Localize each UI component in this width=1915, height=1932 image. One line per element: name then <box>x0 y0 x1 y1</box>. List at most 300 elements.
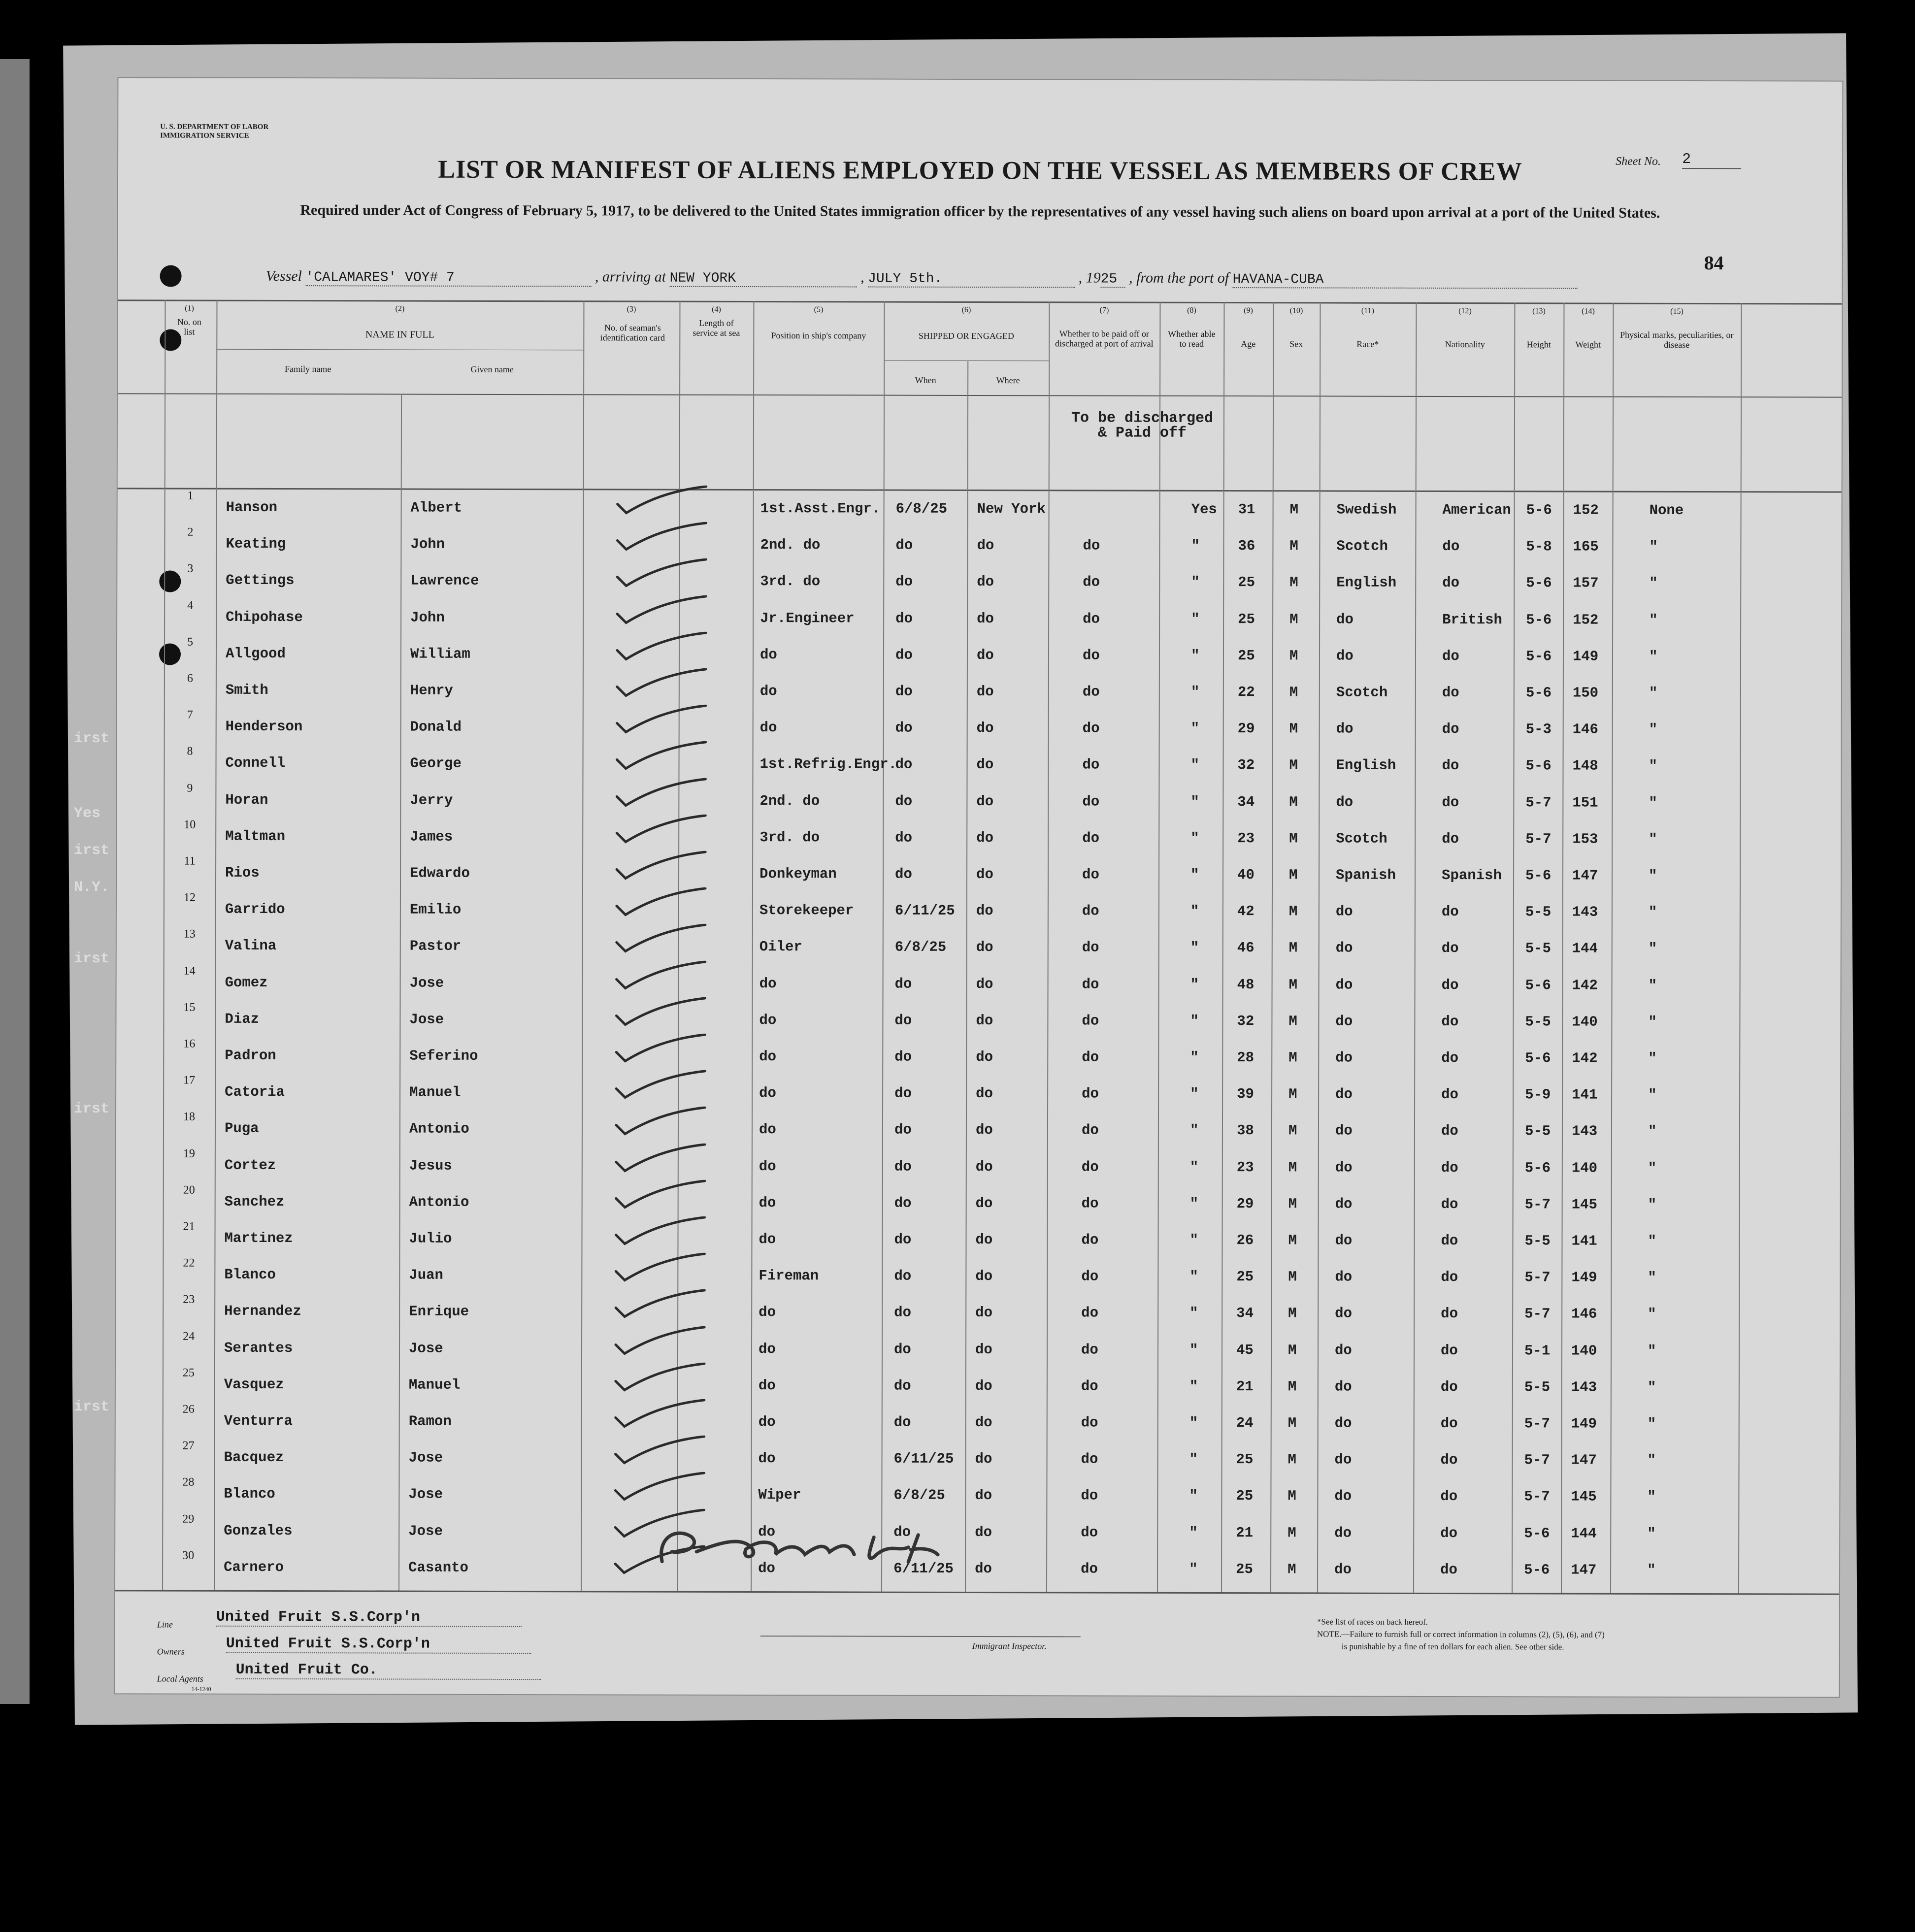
cell-age: 46 <box>1237 940 1255 956</box>
cell-when: do <box>894 1085 912 1102</box>
cell-given: Juan <box>409 1267 444 1283</box>
cell-height: 5-7 <box>1524 1196 1551 1213</box>
cell-read: " <box>1190 866 1199 883</box>
cell-given: Ramon <box>408 1413 452 1430</box>
cell-paid: do <box>1082 1085 1099 1102</box>
cell-position: Wiper <box>758 1487 801 1504</box>
check-mark-icon <box>611 1362 709 1392</box>
cell-family: Cortez <box>224 1157 276 1174</box>
cell-age: 40 <box>1237 867 1255 884</box>
penalty-note: NOTE.—Failure to furnish full or correct information in columns (2), (5), (6), and (7) <box>1317 1629 1605 1639</box>
margin-note: irst <box>74 950 110 967</box>
cell-marks: " <box>1649 721 1658 738</box>
col-sex: Sex <box>1289 339 1303 349</box>
cell-weight: 142 <box>1572 977 1598 994</box>
cell-when: do <box>895 537 913 554</box>
cell-race: do <box>1335 1049 1353 1066</box>
cell-sex: M <box>1288 1561 1296 1578</box>
col-shipped-or-engaged: SHIPPED OR ENGAGED <box>918 330 1014 341</box>
cell-read: " <box>1189 1159 1199 1176</box>
cell-given: Jose <box>408 1449 443 1466</box>
check-mark-icon <box>611 1289 709 1319</box>
cell-weight: 147 <box>1571 1562 1597 1578</box>
cell-where: do <box>977 610 994 627</box>
cell-paid: do <box>1082 720 1100 737</box>
arrival-year: 25 <box>1101 272 1125 288</box>
cell-position: Storekeeper <box>759 902 854 919</box>
cell-weight: 165 <box>1573 538 1599 555</box>
check-mark-icon <box>611 1033 710 1063</box>
cell-family: Henderson <box>225 718 303 735</box>
cell-when: do <box>894 1012 912 1029</box>
margin-note: N.Y. <box>74 879 110 896</box>
col12-number: (12) <box>1458 307 1472 316</box>
cell-where: do <box>976 1012 993 1029</box>
check-mark-icon <box>611 1253 709 1282</box>
col-physical-marks: Physical marks, peculiarities, or disease <box>1620 329 1734 350</box>
cell-marks: " <box>1649 539 1658 556</box>
row-number: 22 <box>183 1256 195 1270</box>
cell-position: 1st.Asst.Engr. <box>760 500 881 517</box>
cell-sex: M <box>1288 1196 1297 1212</box>
cell-family: Padron <box>225 1047 276 1064</box>
cell-nationality: do <box>1440 1561 1457 1578</box>
cell-race: do <box>1334 1525 1352 1541</box>
act-of-congress-note: Required under Act of Congress of February 5, 1917, to be delivered to the United States immigration officer by the representatives of any vessel having such aliens on board upon arrival at a port of the United States. <box>300 202 1660 221</box>
cell-age: 25 <box>1236 1451 1254 1468</box>
cell-height: 5-7 <box>1524 1452 1550 1469</box>
cell-height: 5-1 <box>1524 1342 1551 1359</box>
cell-family: Hernandez <box>224 1303 301 1320</box>
cell-nationality: do <box>1440 1525 1458 1541</box>
cell-nationality: do <box>1440 1452 1458 1469</box>
races-note: *See list of races on back hereof. <box>1317 1617 1428 1627</box>
footer-form-code: 14-1240 <box>191 1685 211 1693</box>
cell-age: 25 <box>1237 647 1255 664</box>
cell-sex: M <box>1288 1013 1297 1030</box>
page-number: 84 <box>1704 252 1724 274</box>
cell-weight: 150 <box>1572 685 1599 701</box>
cell-marks: None <box>1649 502 1684 519</box>
cell-height: 5-5 <box>1524 1233 1551 1249</box>
manifest-title: LIST OR MANIFEST OF ALIENS EMPLOYED ON THE VESSEL AS MEMBERS OF CREW <box>438 155 1522 186</box>
cell-height: 5-9 <box>1525 1086 1551 1103</box>
cell-weight: 152 <box>1573 502 1599 519</box>
col9-number: (9) <box>1244 306 1253 315</box>
cell-sex: M <box>1288 903 1298 920</box>
cell-paid: do <box>1083 537 1100 554</box>
vessel-line: Vessel 'CALAMARES' VOY# 7 , arriving at NEW YORK , JULY 5th. , 1925 , from the port of HAVANA-CUBA <box>266 268 1578 289</box>
cell-read: " <box>1189 1342 1198 1358</box>
cell-weight: 140 <box>1572 1014 1598 1030</box>
cell-where: do <box>975 1195 993 1212</box>
row-number: 21 <box>183 1220 195 1233</box>
cell-family: Gomez <box>225 974 268 991</box>
cell-where: do <box>975 1341 992 1358</box>
cell-given: Pastor <box>409 938 462 955</box>
cell-paid: do <box>1082 647 1100 664</box>
cell-given: Antonio <box>409 1194 469 1211</box>
cell-when: do <box>895 793 913 810</box>
cell-marks: " <box>1647 1343 1656 1359</box>
cell-read: " <box>1189 1195 1199 1212</box>
cell-given: Manuel <box>408 1376 461 1393</box>
cell-where: do <box>975 1414 992 1431</box>
cell-when: do <box>893 1524 911 1540</box>
cell-age: 25 <box>1236 1561 1253 1577</box>
cell-paid: do <box>1081 1378 1098 1395</box>
cell-age: 23 <box>1236 1159 1254 1176</box>
cell-given: Lawrence <box>410 572 479 589</box>
penalty-note-cont: is punishable by a fine of ten dollars for each alien. See other side. <box>1341 1641 1564 1652</box>
cell-marks: " <box>1648 941 1657 957</box>
cell-given: Casanto <box>408 1559 468 1576</box>
cell-family: Valina <box>225 938 277 954</box>
cell-sex: M <box>1289 867 1298 884</box>
cell-where: do <box>976 829 994 846</box>
cell-family: Allgood <box>225 645 286 662</box>
row-number: 24 <box>183 1330 195 1343</box>
col-family-name: Family name <box>284 364 331 374</box>
cell-read: " <box>1191 538 1200 555</box>
cell-paid: do <box>1081 1342 1098 1358</box>
cell-paid: do <box>1081 1414 1098 1431</box>
cell-marks: " <box>1649 831 1657 848</box>
cell-given: Julio <box>409 1230 452 1247</box>
cell-where: do <box>976 903 993 919</box>
cell-paid: do <box>1081 1305 1099 1321</box>
owners-value: United Fruit S.S.Corp'n <box>226 1636 531 1654</box>
cell-sex: M <box>1289 501 1299 518</box>
cell-nationality: do <box>1442 575 1460 591</box>
cell-height: 5-6 <box>1524 1562 1550 1578</box>
cell-where: do <box>976 866 993 883</box>
col8-number: (8) <box>1187 306 1196 315</box>
cell-given: Donald <box>410 719 462 735</box>
cell-paid: do <box>1082 830 1100 847</box>
row-number: 4 <box>187 599 194 612</box>
cell-family: Martinez <box>224 1230 293 1247</box>
cell-nationality: do <box>1441 1306 1458 1322</box>
cell-nationality: do <box>1442 794 1459 811</box>
cell-read: " <box>1189 1414 1198 1431</box>
cell-position: do <box>758 1560 775 1576</box>
cell-family: Keating <box>226 535 286 553</box>
check-mark-icon <box>612 595 711 624</box>
cell-race: do <box>1335 1013 1353 1030</box>
cell-when: do <box>895 866 912 883</box>
cell-sex: M <box>1289 720 1298 737</box>
cell-when: do <box>894 976 912 992</box>
cell-when: 6/11/25 <box>893 1450 954 1468</box>
cell-nationality: do <box>1441 1269 1458 1286</box>
cell-height: 5-6 <box>1525 867 1552 884</box>
margin-note: irst <box>74 1399 110 1415</box>
cell-position: do <box>759 1012 777 1028</box>
discharge-note: To be discharged & Paid off <box>1071 410 1214 442</box>
cell-height: 5-5 <box>1525 904 1552 920</box>
cell-position: Oiler <box>759 939 802 955</box>
cell-when: do <box>894 1195 912 1212</box>
cell-read: " <box>1190 647 1200 664</box>
cell-nationality: do <box>1442 757 1459 774</box>
cell-age: 48 <box>1237 976 1255 993</box>
cell-height: 5-6 <box>1524 1525 1550 1542</box>
row-number: 8 <box>187 745 193 758</box>
cell-age: 34 <box>1236 1305 1254 1322</box>
cell-position: do <box>759 1231 776 1248</box>
cell-nationality: do <box>1441 1196 1458 1212</box>
cell-race: do <box>1336 611 1354 628</box>
cell-sex: M <box>1288 940 1298 956</box>
cell-nationality: do <box>1441 1159 1458 1176</box>
cell-position: 2nd. do <box>760 537 821 554</box>
cell-when: do <box>894 1341 911 1358</box>
vessel-name: 'CALAMARES' VOY# 7 <box>305 270 591 287</box>
cell-when: 6/8/25 <box>893 1487 945 1504</box>
cell-given: Emilio <box>409 901 462 918</box>
cell-sex: M <box>1288 1159 1297 1176</box>
cell-where: do <box>976 939 993 956</box>
table-header <box>118 299 1842 495</box>
cell-given: George <box>410 755 462 772</box>
cell-read: " <box>1190 757 1199 774</box>
cell-age: 32 <box>1237 1013 1255 1029</box>
cell-sex: M <box>1288 1488 1296 1505</box>
cell-where: do <box>975 1305 993 1321</box>
cell-given: James <box>410 828 453 845</box>
cell-paid: do <box>1081 1487 1098 1504</box>
cell-when: do <box>894 1158 912 1175</box>
cell-family: Blanco <box>224 1266 276 1283</box>
cell-sex: M <box>1289 574 1298 591</box>
cell-age: 39 <box>1237 1086 1254 1103</box>
cell-given: Seferino <box>409 1048 478 1064</box>
cell-nationality: British <box>1442 611 1503 628</box>
row-number: 23 <box>183 1293 195 1307</box>
row-number: 13 <box>183 928 196 941</box>
cell-paid: do <box>1082 939 1099 956</box>
cell-read: " <box>1189 1561 1198 1577</box>
cell-given: Edwardo <box>410 865 470 882</box>
cell-age: 21 <box>1236 1524 1254 1541</box>
col-id-card: No. of seaman's identification card <box>600 323 665 343</box>
cell-race: English <box>1336 574 1397 591</box>
cell-sex: M <box>1288 1378 1297 1395</box>
cell-where: do <box>975 1560 992 1577</box>
cell-paid: do <box>1081 1268 1099 1285</box>
col-length-of-service: Length of service at sea <box>693 318 740 338</box>
cell-given: Jose <box>409 1011 444 1028</box>
cell-when: 6/8/25 <box>894 939 947 956</box>
check-mark-icon <box>611 1326 709 1355</box>
cell-weight: 151 <box>1572 794 1598 811</box>
cell-given: Jose <box>409 1340 443 1357</box>
margin-note: irst <box>74 1101 110 1117</box>
cell-height: 5-6 <box>1525 977 1551 994</box>
check-mark-icon <box>611 1070 710 1100</box>
cell-position: do <box>759 720 777 736</box>
cell-paid: do <box>1081 1195 1099 1212</box>
cell-nationality: do <box>1440 1378 1458 1395</box>
check-mark-icon <box>612 814 710 844</box>
cell-read: " <box>1190 720 1200 737</box>
check-mark-icon <box>612 558 711 588</box>
cell-age: 21 <box>1236 1378 1254 1395</box>
cell-sex: M <box>1288 1342 1297 1358</box>
cell-read: " <box>1189 1122 1199 1139</box>
cell-paid: do <box>1082 903 1099 919</box>
row-number: 27 <box>182 1439 195 1452</box>
cell-position: do <box>758 1414 776 1431</box>
cell-where: do <box>977 537 994 554</box>
row-number: 26 <box>182 1403 195 1416</box>
col13-number: (13) <box>1532 307 1546 316</box>
col-given-name: Given name <box>470 364 514 375</box>
check-mark-icon <box>612 741 710 771</box>
cell-marks: " <box>1649 794 1657 811</box>
cell-race: do <box>1336 794 1354 811</box>
cell-read: " <box>1189 1524 1198 1541</box>
cell-nationality: do <box>1442 648 1459 664</box>
cell-weight: 146 <box>1571 1306 1597 1323</box>
cell-where: do <box>976 720 994 737</box>
cell-position: Fireman <box>759 1268 819 1284</box>
line-label: Line <box>157 1619 173 1630</box>
departure-port: HAVANA-CUBA <box>1233 272 1578 289</box>
cell-marks: " <box>1649 685 1658 701</box>
cell-race: do <box>1335 1122 1353 1139</box>
cell-weight: 152 <box>1573 612 1599 628</box>
cell-family: Gonzales <box>224 1522 293 1539</box>
cell-sex: M <box>1288 1086 1297 1103</box>
cell-where: do <box>977 574 994 590</box>
cell-read: " <box>1190 793 1199 810</box>
cell-height: 5-6 <box>1525 757 1552 774</box>
cell-sex: M <box>1289 757 1298 774</box>
row-number: 30 <box>182 1549 195 1562</box>
cell-weight: 148 <box>1572 757 1598 775</box>
cell-nationality: do <box>1442 830 1459 847</box>
check-mark-icon <box>610 1472 709 1502</box>
cell-height: 5-7 <box>1525 794 1552 811</box>
cell-height: 5-6 <box>1525 685 1552 701</box>
cell-nationality: do <box>1441 904 1459 920</box>
owners-label: Owners <box>157 1646 185 1657</box>
cell-family: Carnero <box>224 1559 284 1575</box>
cell-family: Gettings <box>226 572 295 589</box>
cell-marks: " <box>1648 1087 1657 1104</box>
cell-weight: 140 <box>1571 1160 1598 1177</box>
cell-when: do <box>894 1268 912 1284</box>
cell-family: Chipohase <box>226 609 303 625</box>
row-number: 28 <box>182 1476 195 1489</box>
row-number: 3 <box>187 562 194 576</box>
col-race: Race* <box>1356 339 1379 349</box>
cell-age: 23 <box>1237 830 1255 847</box>
row-number: 16 <box>183 1037 196 1050</box>
cell-race: do <box>1336 648 1354 664</box>
cell-family: Rios <box>225 864 260 881</box>
year-prefix: , 19 <box>1078 269 1101 286</box>
row-number: 2 <box>187 525 194 539</box>
col6-number: (6) <box>961 305 971 314</box>
sheet-label: Sheet No. <box>1616 155 1661 168</box>
cell-nationality: American <box>1442 501 1511 519</box>
cell-where: do <box>976 756 994 773</box>
col-where: Where <box>996 375 1020 386</box>
cell-height: 5-8 <box>1526 538 1552 555</box>
cell-read: " <box>1190 684 1200 700</box>
cell-weight: 145 <box>1571 1196 1597 1213</box>
cell-weight: 140 <box>1571 1343 1597 1359</box>
row-number: 18 <box>183 1111 196 1124</box>
cell-where: do <box>976 793 994 810</box>
cell-family: Serantes <box>224 1340 293 1356</box>
cell-race: do <box>1334 1415 1352 1432</box>
cell-where: do <box>976 976 993 992</box>
cell-weight: 141 <box>1571 1233 1597 1249</box>
cell-read: " <box>1190 940 1199 956</box>
check-mark-icon <box>611 1436 709 1465</box>
col-paid-off: Whether to be paid off or discharged at port of arrival <box>1055 328 1154 349</box>
cell-family: Maltman <box>225 828 286 845</box>
cell-marks: " <box>1647 1415 1656 1432</box>
inspector-label: Immigrant Inspector. <box>972 1640 1047 1651</box>
cell-paid: do <box>1082 793 1100 810</box>
col2-number: (2) <box>395 304 405 313</box>
cell-age: 32 <box>1237 757 1255 774</box>
cell-position: do <box>759 1158 776 1175</box>
cell-nationality: do <box>1442 721 1459 738</box>
cell-position: do <box>759 1304 776 1321</box>
cell-marks: " <box>1648 1270 1656 1286</box>
cell-given: Enrique <box>409 1303 469 1320</box>
cell-paid: do <box>1081 1524 1098 1541</box>
cell-read: " <box>1189 1451 1198 1468</box>
cell-marks: " <box>1649 758 1657 775</box>
cell-height: 5-5 <box>1524 1379 1551 1396</box>
cell-given: Jose <box>408 1486 443 1503</box>
cell-sex: M <box>1288 1269 1297 1285</box>
check-mark-icon <box>612 668 711 697</box>
cell-when: do <box>894 1048 912 1065</box>
cell-given: John <box>410 536 445 553</box>
cell-when: do <box>895 647 913 663</box>
cell-where: do <box>975 1231 993 1248</box>
cell-read: " <box>1189 1269 1198 1285</box>
cell-marks: " <box>1648 977 1657 994</box>
cell-marks: " <box>1647 1489 1656 1506</box>
cell-given: Manuel <box>409 1084 461 1101</box>
cell-where: do <box>976 1085 993 1102</box>
cell-height: 5-5 <box>1525 1014 1551 1030</box>
row-number: 17 <box>183 1074 196 1087</box>
cell-weight: 147 <box>1571 1452 1597 1469</box>
col11-number: (11) <box>1361 306 1375 315</box>
col-age: Age <box>1241 339 1256 349</box>
cell-marks: " <box>1648 904 1657 921</box>
cell-when: do <box>893 1414 911 1431</box>
cell-nationality: do <box>1441 1049 1459 1067</box>
cell-age: 22 <box>1237 684 1255 701</box>
cell-where: do <box>975 1487 992 1504</box>
margin-note: Yes <box>74 805 101 822</box>
cell-weight: 146 <box>1572 721 1598 738</box>
cell-weight: 157 <box>1573 575 1599 592</box>
cell-marks: " <box>1648 1050 1657 1067</box>
cell-race: do <box>1335 1159 1353 1176</box>
